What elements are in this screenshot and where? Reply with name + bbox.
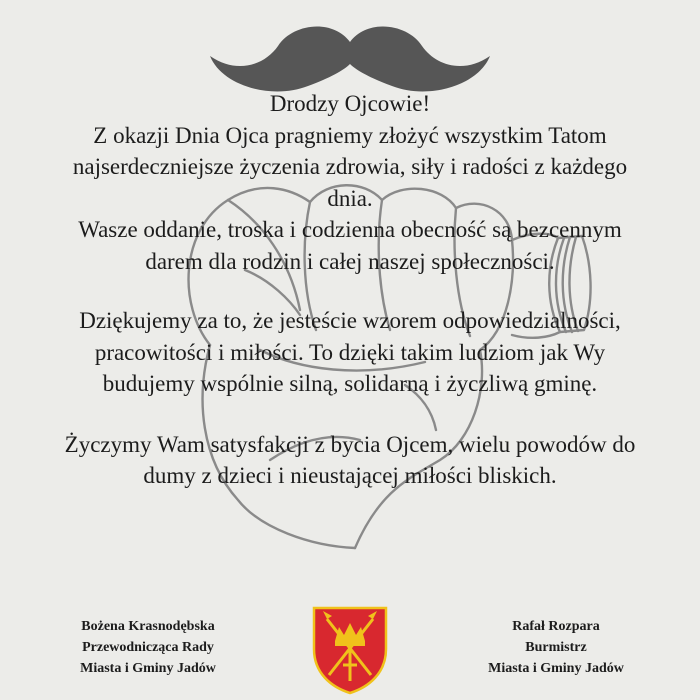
signature-right [436,616,676,679]
signature-left [28,616,268,679]
letter-body [0,88,700,492]
signature-right-name: Rafał Rozpara [512,619,600,634]
paragraph-spacer [0,400,700,429]
mustache-icon [208,16,492,96]
paragraph-2-line-1: Wasze oddanie, troska i codzienna obecność są bezcennym [78,217,622,242]
signature-right-title: Burmistrz [525,640,587,655]
coat-of-arms-icon [311,605,389,695]
signature-left-name: Bożena Krasnodębska [81,619,215,634]
signature-right-org: Miasta i Gminy Jadów [488,661,624,676]
paragraph-3-line-3: budujemy wspólnie silną, solidarną i życzliwą gminę. [102,371,598,396]
paragraph-4-line-1: Życzymy Wam satysfakcji z bycia Ojcem, wielu powodów do [64,431,636,457]
greeting-line: Drodzy Ojcowie! [269,91,431,116]
paragraph-4-line-2: dumy z dzieci i nieustającej miłości bliskich. [143,463,557,488]
paragraph-3-line-2: pracowitości i miłości. To dzięki takim ludziom jak Wy [94,339,606,365]
paragraph-3-line-1: Dziękujemy za to, że jesteście wzorem odpowiedzialności, [79,308,621,333]
paragraph-spacer [0,277,700,305]
signature-left-title: Przewodnicząca Rady [82,640,214,655]
signature-left-org: Miasta i Gminy Jadów [80,661,216,676]
paragraph-1-line-1: Z okazji Dnia Ojca pragniemy złożyć wszystkim Tatom [93,122,607,148]
paragraph-1-line-2: najserdeczniejsze życzenia zdrowia, siły i radości z każdego [72,154,628,179]
paragraph-1-line-3: dnia. [327,185,373,211]
paragraph-2-line-2: darem dla rodzin i całej naszej społeczności. [145,248,555,274]
